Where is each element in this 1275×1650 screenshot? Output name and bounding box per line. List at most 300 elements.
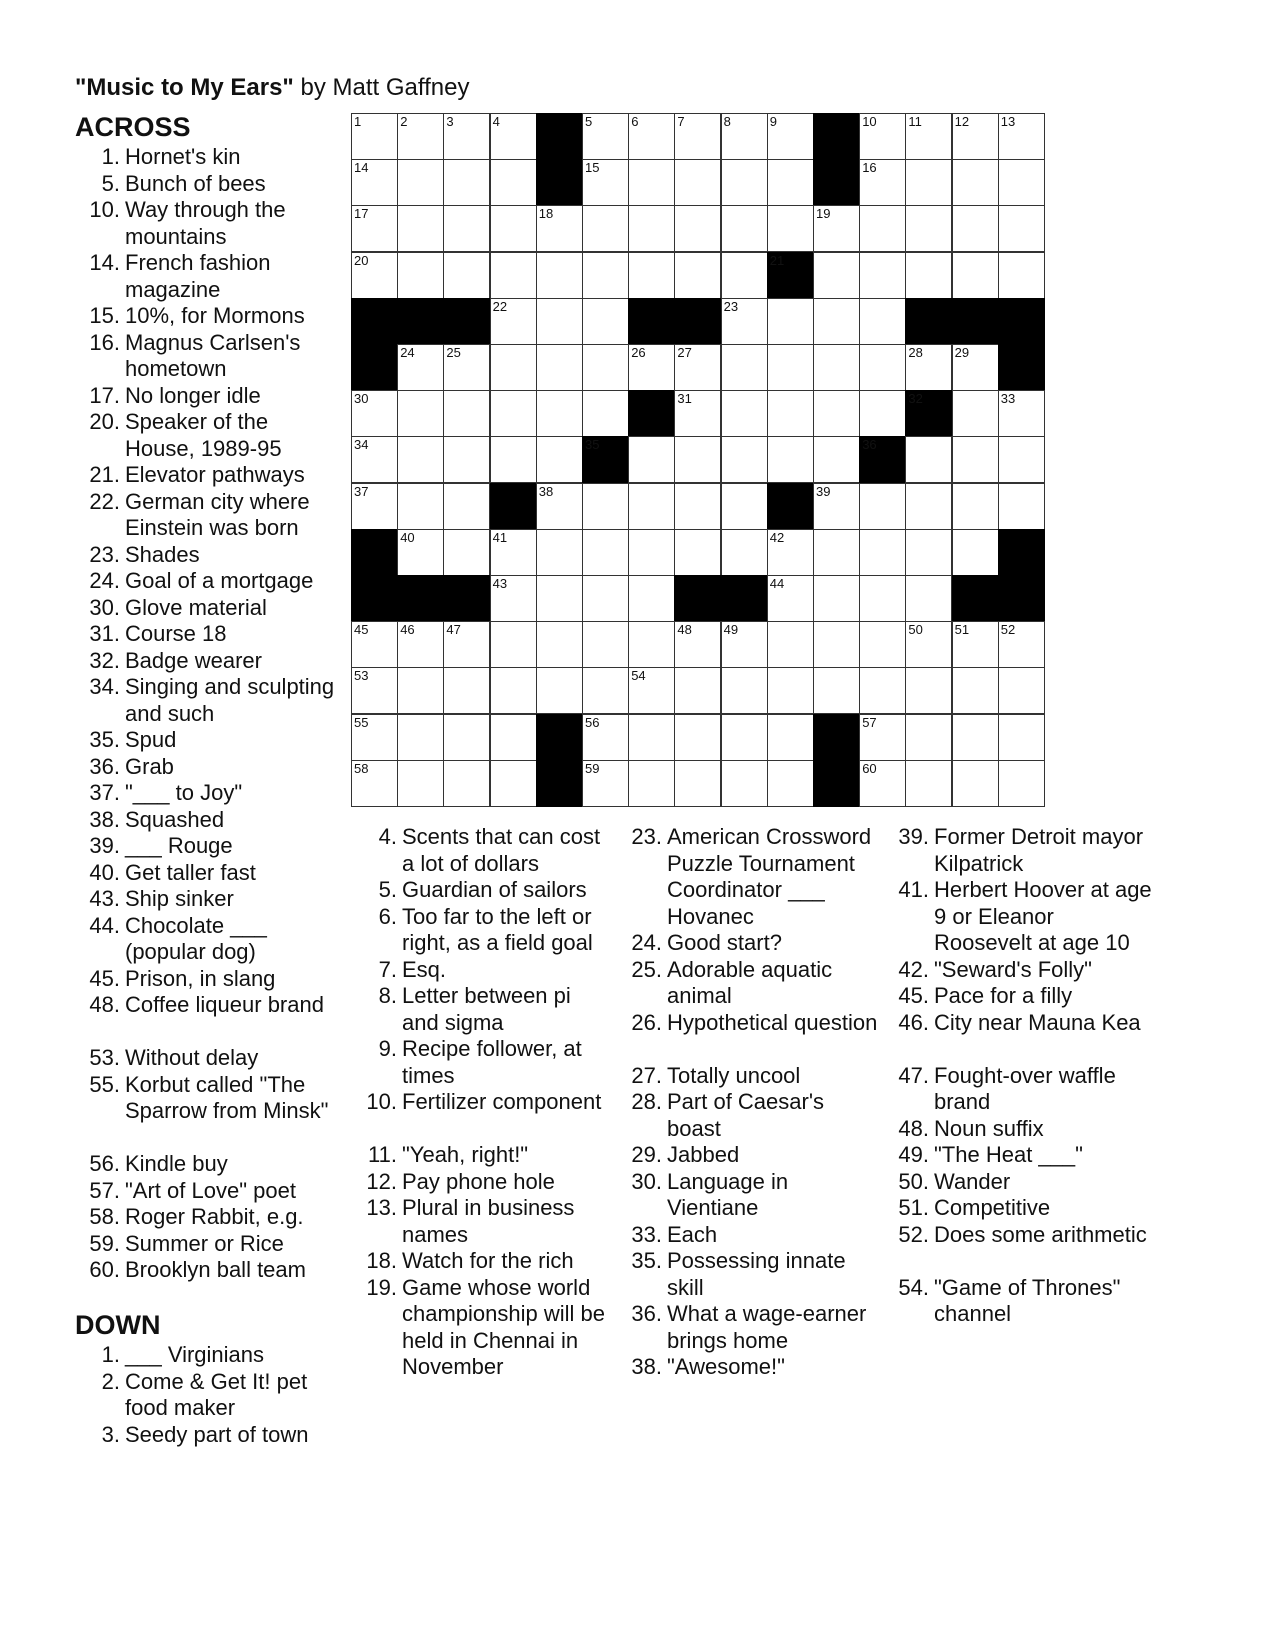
grid-cell[interactable] [582,298,629,345]
grid-cell[interactable] [952,390,999,437]
grid-cell[interactable] [859,205,906,252]
black-square [536,714,583,761]
down-clue[interactable] [352,1089,612,1116]
down-clue[interactable] [617,1169,879,1222]
grid-cell[interactable] [490,714,537,761]
clue-number: 42. [898,956,929,982]
clue-number: 36. [89,753,120,779]
grid-cell[interactable] [813,436,860,483]
grid-cell[interactable] [628,575,675,622]
grid-cell[interactable] [351,159,398,206]
grid-cell[interactable] [351,621,398,668]
grid-cell[interactable] [628,344,675,391]
grid-cell[interactable] [767,575,814,622]
across-clue[interactable] [75,303,340,330]
grid-cell[interactable] [952,667,999,714]
grid-cell[interactable] [859,529,906,576]
grid-cell[interactable] [351,667,398,714]
grid-cell[interactable] [905,113,952,160]
grid-cell[interactable] [443,529,490,576]
grid-cell[interactable] [674,159,721,206]
across-clue[interactable] [75,330,340,383]
cell-number: 57 [862,714,877,730]
grid-cell[interactable] [813,575,860,622]
cell-number: 34 [354,437,369,453]
down-clue[interactable] [352,983,612,1036]
grid-cell[interactable] [859,714,906,761]
down-clue[interactable] [617,1010,879,1037]
grid-cell[interactable] [582,205,629,252]
grid-cell[interactable] [721,621,768,668]
grid-cell[interactable] [905,667,952,714]
grid-cell[interactable] [351,113,398,160]
across-clue[interactable] [75,1231,340,1258]
grid-cell[interactable] [397,436,444,483]
across-clue[interactable] [75,886,340,913]
clue-text: Scents that can cost a lot of dollars [402,824,601,876]
down-clue[interactable] [884,1142,1154,1169]
clue-text: Kindle buy [125,1151,228,1176]
down-clue[interactable] [884,1063,1154,1116]
down-clue[interactable] [884,1195,1154,1222]
down-clue[interactable] [884,983,1154,1010]
grid-cell[interactable] [905,529,952,576]
grid-cell[interactable] [443,760,490,807]
cell-number: 27 [677,345,692,360]
down-clue[interactable] [884,1116,1154,1143]
cell-number: 47 [446,622,461,638]
puzzle-title-name: "Music to My Ears" [75,74,294,101]
grid-cell[interactable] [998,483,1045,530]
grid-cell[interactable] [859,575,906,622]
grid-cell[interactable] [536,575,583,622]
down-clue[interactable] [884,877,1154,957]
grid-cell[interactable] [443,252,490,299]
grid-cell[interactable] [952,621,999,668]
down-clue[interactable] [617,957,879,1010]
grid-cell[interactable] [952,252,999,299]
down-clue[interactable] [352,824,612,877]
across-clue[interactable] [75,489,340,542]
across-clue[interactable] [75,1178,340,1205]
grid-cell[interactable] [767,344,814,391]
grid-cell[interactable] [490,667,537,714]
across-clue[interactable] [75,1151,340,1178]
grid-cell[interactable] [443,621,490,668]
grid-cell[interactable] [443,390,490,437]
grid-cell[interactable] [351,205,398,252]
grid-cell[interactable] [674,667,721,714]
grid-cell[interactable] [443,483,490,530]
down-clue[interactable] [352,1036,612,1089]
down-clue[interactable] [617,1248,879,1301]
grid-cell[interactable] [952,113,999,160]
grid-cell[interactable] [859,113,906,160]
down-clue[interactable] [352,1169,612,1196]
grid-cell[interactable] [536,529,583,576]
grid-cell[interactable] [397,344,444,391]
clue-text: ___ Rouge [125,833,233,858]
grid-cell[interactable] [859,344,906,391]
grid-cell[interactable] [536,390,583,437]
grid-cell[interactable] [905,436,952,483]
down-clue[interactable] [617,1301,879,1354]
down-clue[interactable] [352,1142,612,1169]
grid-cell[interactable] [490,205,537,252]
grid-cell[interactable] [443,159,490,206]
grid-cell[interactable] [397,714,444,761]
grid-cell[interactable] [952,436,999,483]
grid-cell[interactable] [397,205,444,252]
black-square [813,714,860,761]
grid-cell[interactable] [859,159,906,206]
grid-cell[interactable] [859,760,906,807]
grid-cell[interactable] [443,436,490,483]
grid-cell[interactable] [536,205,583,252]
grid-cell[interactable] [998,252,1045,299]
grid-cell[interactable] [628,667,675,714]
down-clue[interactable] [884,824,1154,877]
grid-cell[interactable] [397,667,444,714]
grid-cell[interactable] [674,529,721,576]
grid-cell[interactable] [998,390,1045,437]
grid-cell[interactable] [490,159,537,206]
grid-cell[interactable] [952,483,999,530]
grid-cell[interactable] [767,159,814,206]
down-clue[interactable] [884,1222,1154,1249]
grid-cell[interactable] [628,483,675,530]
grid-cell[interactable] [721,390,768,437]
grid-cell[interactable] [674,760,721,807]
across-clue[interactable] [75,860,340,887]
across-clue[interactable] [75,250,340,303]
grid-cell[interactable] [351,483,398,530]
grid-cell[interactable] [998,621,1045,668]
across-clue[interactable] [75,144,340,171]
grid-cell[interactable] [490,575,537,622]
grid-cell[interactable] [397,621,444,668]
across-clue[interactable] [75,568,340,595]
grid-cell[interactable] [905,344,952,391]
across-clue[interactable] [75,621,340,648]
grid-cell[interactable] [536,344,583,391]
clue-number: 30. [89,594,120,620]
grid-cell[interactable] [490,529,537,576]
grid-cell[interactable] [859,621,906,668]
grid-cell[interactable] [721,483,768,530]
grid-cell[interactable] [905,159,952,206]
across-clue[interactable] [75,383,340,410]
grid-cell[interactable] [536,436,583,483]
grid-cell[interactable] [628,159,675,206]
grid-cell[interactable] [767,113,814,160]
grid-cell[interactable] [351,436,398,483]
grid-cell[interactable] [859,667,906,714]
cell-number: 40 [400,529,415,545]
grid-cell[interactable] [490,298,537,345]
clue-number: 1. [101,144,120,169]
across-clue[interactable] [75,171,340,198]
grid-cell[interactable] [905,483,952,530]
black-square [813,760,860,807]
grid-cell[interactable] [859,298,906,345]
across-clue[interactable] [75,409,340,462]
clue-text: Guardian of sailors [402,877,587,902]
across-clue[interactable] [75,648,340,675]
down-clue[interactable] [352,904,612,957]
grid-cell[interactable] [767,714,814,761]
grid-cell[interactable] [582,113,629,160]
grid-cell[interactable] [998,113,1045,160]
across-clue[interactable] [75,913,340,966]
grid-cell[interactable] [721,760,768,807]
grid-cell[interactable] [813,667,860,714]
grid-cell[interactable] [859,390,906,437]
grid-cell[interactable] [490,760,537,807]
grid-cell[interactable] [582,714,629,761]
grid-cell[interactable] [628,621,675,668]
down-clue[interactable] [617,1222,879,1249]
cell-number: 20 [354,252,369,268]
grid-cell[interactable] [628,714,675,761]
grid-cell[interactable] [674,621,721,668]
across-clue[interactable] [75,595,340,622]
grid-cell[interactable] [628,113,675,160]
grid-cell[interactable] [490,436,537,483]
grid-cell[interactable] [721,667,768,714]
down-clue[interactable] [352,1248,612,1275]
grid-cell[interactable] [582,252,629,299]
clue-number: 44. [89,912,120,938]
clue-text: Badge wearer [125,647,262,673]
down-clue[interactable] [352,1195,612,1248]
grid-cell[interactable] [998,760,1045,807]
grid-cell[interactable] [998,159,1045,206]
across-clue[interactable] [75,807,340,834]
across-clue[interactable] [75,197,340,250]
grid-cell[interactable] [674,205,721,252]
grid-cell[interactable] [813,483,860,530]
grid-cell[interactable] [674,113,721,160]
grid-cell[interactable] [952,159,999,206]
down-clue[interactable] [75,1342,340,1369]
grid-cell[interactable] [628,252,675,299]
across-clue[interactable] [75,1204,340,1231]
grid-cell[interactable] [952,344,999,391]
grid-cell[interactable] [767,390,814,437]
grid-cell[interactable] [998,205,1045,252]
grid-cell[interactable] [582,390,629,437]
clue-text: Good start? [667,930,782,955]
grid-cell[interactable] [721,714,768,761]
grid-cell[interactable] [859,252,906,299]
grid-cell[interactable] [443,344,490,391]
grid-cell[interactable] [721,529,768,576]
grid-cell[interactable] [490,344,537,391]
grid-cell[interactable] [721,205,768,252]
down-clue[interactable] [617,930,879,957]
grid-cell[interactable] [674,714,721,761]
grid-cell[interactable] [397,252,444,299]
clue-number: 9. [378,1036,397,1061]
grid-cell[interactable] [628,436,675,483]
across-clue[interactable] [75,833,340,860]
grid-cell[interactable] [490,390,537,437]
clue-number: 60. [89,1257,120,1282]
grid-cell[interactable] [582,760,629,807]
grid-cell[interactable] [536,667,583,714]
grid-cell[interactable] [397,483,444,530]
grid-cell[interactable] [905,621,952,668]
down-clue[interactable] [352,957,612,984]
clue-text: "Seward's Folly" [934,956,1092,982]
clue-number: 16. [89,329,120,355]
grid-cell[interactable] [628,205,675,252]
grid-cell[interactable] [859,483,906,530]
down-clue[interactable] [617,1354,879,1381]
across-clue[interactable] [75,1072,340,1125]
across-clue[interactable] [75,966,340,993]
grid-cell[interactable] [628,760,675,807]
grid-cell[interactable] [721,436,768,483]
grid-cell[interactable] [767,760,814,807]
grid-cell[interactable] [582,621,629,668]
across-clue[interactable] [75,1257,340,1284]
grid-cell[interactable] [443,667,490,714]
across-clue[interactable] [75,780,340,807]
down-clue[interactable] [352,877,612,904]
grid-cell[interactable] [674,390,721,437]
down-clue[interactable] [884,1169,1154,1196]
clue-text: Elevator pathways [125,462,305,487]
grid-cell[interactable] [674,252,721,299]
grid-cell[interactable] [397,113,444,160]
clue-number: 32. [89,647,120,673]
grid-cell[interactable] [536,483,583,530]
grid-cell[interactable] [582,159,629,206]
grid-cell[interactable] [767,529,814,576]
grid-cell[interactable] [767,205,814,252]
grid-cell[interactable] [397,760,444,807]
clue-number: 54. [898,1274,929,1300]
down-clue[interactable] [617,1089,879,1142]
grid-cell[interactable] [813,252,860,299]
down-clue[interactable] [884,1275,1154,1328]
grid-cell[interactable] [397,159,444,206]
grid-cell[interactable] [351,714,398,761]
grid-cell[interactable] [351,252,398,299]
down-clue[interactable] [75,1422,340,1449]
across-clue[interactable] [75,727,340,754]
grid-cell[interactable] [582,344,629,391]
grid-cell[interactable] [905,205,952,252]
grid-cell[interactable] [767,436,814,483]
grid-cell[interactable] [443,205,490,252]
grid-cell[interactable] [813,298,860,345]
grid-cell[interactable] [767,621,814,668]
clue-text: No longer idle [125,382,261,408]
down-clue[interactable] [617,1142,879,1169]
clue-text: Recipe follower, at times [402,1036,582,1088]
down-clue[interactable] [75,1369,340,1422]
grid-cell[interactable] [905,760,952,807]
grid-cell[interactable] [490,252,537,299]
grid-cell[interactable] [536,252,583,299]
grid-cell[interactable] [813,344,860,391]
grid-cell[interactable] [952,760,999,807]
grid-cell[interactable] [351,760,398,807]
grid-cell[interactable] [905,252,952,299]
grid-cell[interactable] [536,298,583,345]
down-clue[interactable] [617,824,879,930]
grid-cell[interactable] [905,714,952,761]
down-clue[interactable] [884,1010,1154,1037]
grid-cell[interactable] [582,667,629,714]
across-clue[interactable] [75,674,340,727]
grid-cell[interactable] [721,113,768,160]
down-clue[interactable] [352,1275,612,1381]
grid-cell[interactable] [721,252,768,299]
grid-cell[interactable] [721,298,768,345]
down-clue[interactable] [617,1063,879,1090]
grid-cell[interactable] [397,529,444,576]
grid-cell[interactable] [397,390,444,437]
black-square [582,436,629,483]
clue-text: American Crossword Puzzle Tournament Coordinator ___ Hovanec [667,824,872,929]
grid-cell[interactable] [905,575,952,622]
grid-cell[interactable] [998,436,1045,483]
grid-cell[interactable] [952,205,999,252]
grid-cell[interactable] [813,621,860,668]
grid-cell[interactable] [582,483,629,530]
grid-cell[interactable] [582,575,629,622]
grid-cell[interactable] [674,344,721,391]
grid-cell[interactable] [813,390,860,437]
grid-cell[interactable] [490,621,537,668]
grid-cell[interactable] [998,714,1045,761]
grid-cell[interactable] [443,113,490,160]
clue-text: Get taller fast [125,859,256,885]
grid-cell[interactable] [767,298,814,345]
across-clue[interactable] [75,462,340,489]
cell-number: 13 [1000,114,1016,129]
grid-cell[interactable] [443,714,490,761]
grid-cell[interactable] [721,159,768,206]
grid-cell[interactable] [813,529,860,576]
grid-cell[interactable] [998,667,1045,714]
across-clue[interactable] [75,1045,340,1072]
grid-cell[interactable] [490,113,537,160]
grid-cell[interactable] [813,205,860,252]
grid-cell[interactable] [582,529,629,576]
clue-text: Shades [125,541,200,567]
down-clue[interactable] [884,957,1154,984]
grid-cell[interactable] [674,436,721,483]
grid-cell[interactable] [952,529,999,576]
across-clue[interactable] [75,754,340,781]
grid-cell[interactable] [628,529,675,576]
grid-cell[interactable] [952,714,999,761]
grid-cell[interactable] [536,621,583,668]
cell-number: 5 [585,114,593,129]
grid-cell[interactable] [767,667,814,714]
across-clue[interactable] [75,542,340,569]
grid-cell[interactable] [721,344,768,391]
clue-text: German city where Einstein was born [125,488,310,540]
across-clue[interactable] [75,992,340,1019]
grid-cell[interactable] [351,390,398,437]
grid-cell[interactable] [674,483,721,530]
